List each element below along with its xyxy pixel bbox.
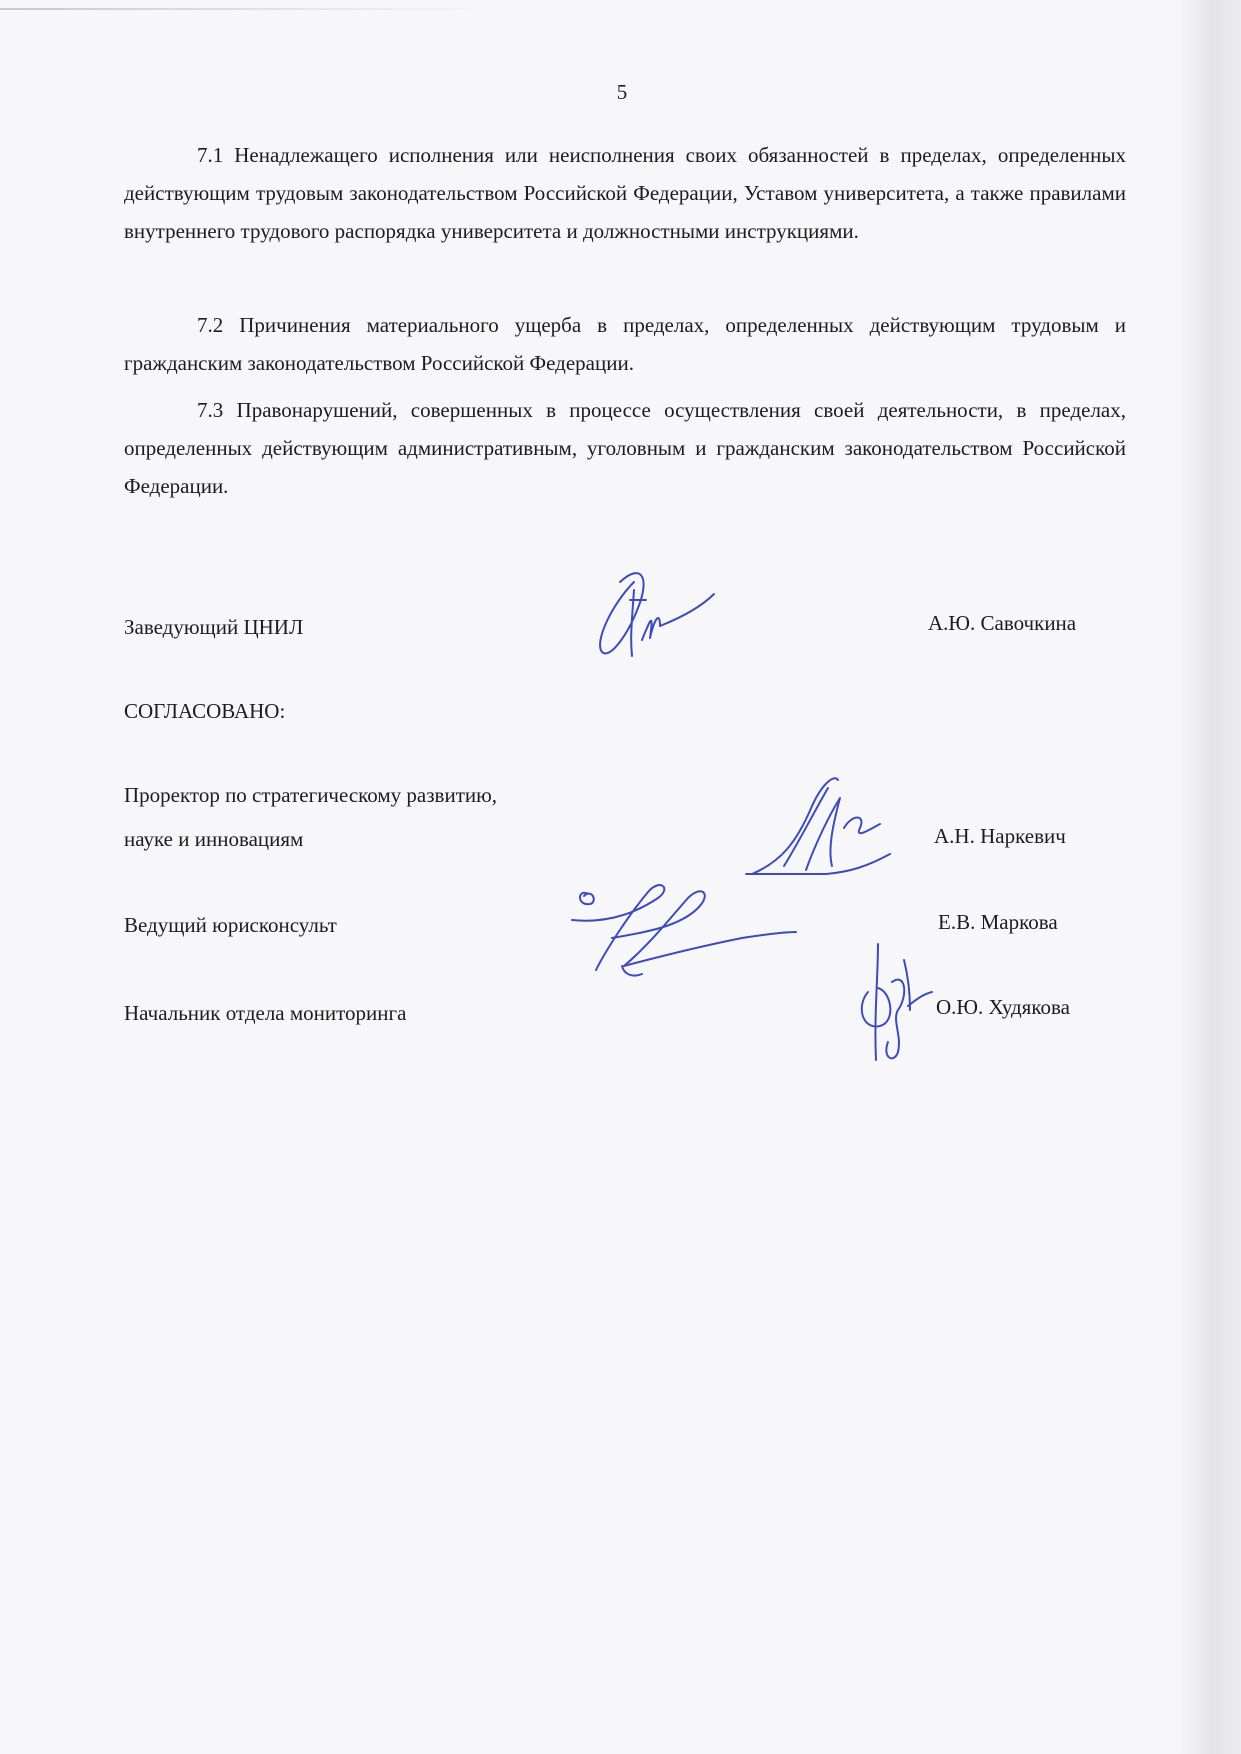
signer-2-name: Е.В. Маркова (938, 910, 1058, 934)
signer-2-position: Ведущий юрисконсульт (124, 913, 337, 937)
author-signature (590, 560, 720, 670)
approval-heading: СОГЛАСОВАНО: (124, 699, 286, 723)
signer-2-signature (562, 874, 802, 984)
scan-right-shadow (1179, 0, 1241, 1754)
author-position: Заведующий ЦНИЛ (124, 615, 304, 639)
signer-3-position: Начальник отдела мониторинга (124, 1001, 407, 1025)
paragraph-7-3: 7.3 Правонарушений, совершенных в процессе осуществления своей деятельности, в пределах, определенных действующим административным, уголовным и гражданским законодательством Российской Федерации. (124, 398, 1126, 498)
paragraph-7-1: 7.1 Ненадлежащего исполнения или неисполнения своих обязанностей в пределах, определенных действующим трудовым законодательством Российской Федерации, Уставом университета, а также правилами внутреннего трудового распорядка университета и должностными инструкциями. (124, 143, 1126, 243)
signer-3-signature (852, 936, 942, 1066)
signer-3-name: О.Ю. Худякова (936, 995, 1070, 1019)
scan-top-edge (0, 8, 500, 10)
page-number: 5 (616, 80, 628, 104)
author-name: А.Ю. Савочкина (928, 611, 1077, 635)
signer-1-signature (740, 770, 910, 890)
signer-1-position-line-1: Проректор по стратегическому развитию, (124, 783, 498, 807)
signer-1-name: А.Н. Наркевич (934, 824, 1066, 848)
paragraph-7-2: 7.2 Причинения материального ущерба в пределах, определенных действующим трудовым и гражданским законодательством Российской Федерации. (124, 313, 1126, 375)
signer-1-position-line-2: науке и инновациям (124, 827, 304, 851)
